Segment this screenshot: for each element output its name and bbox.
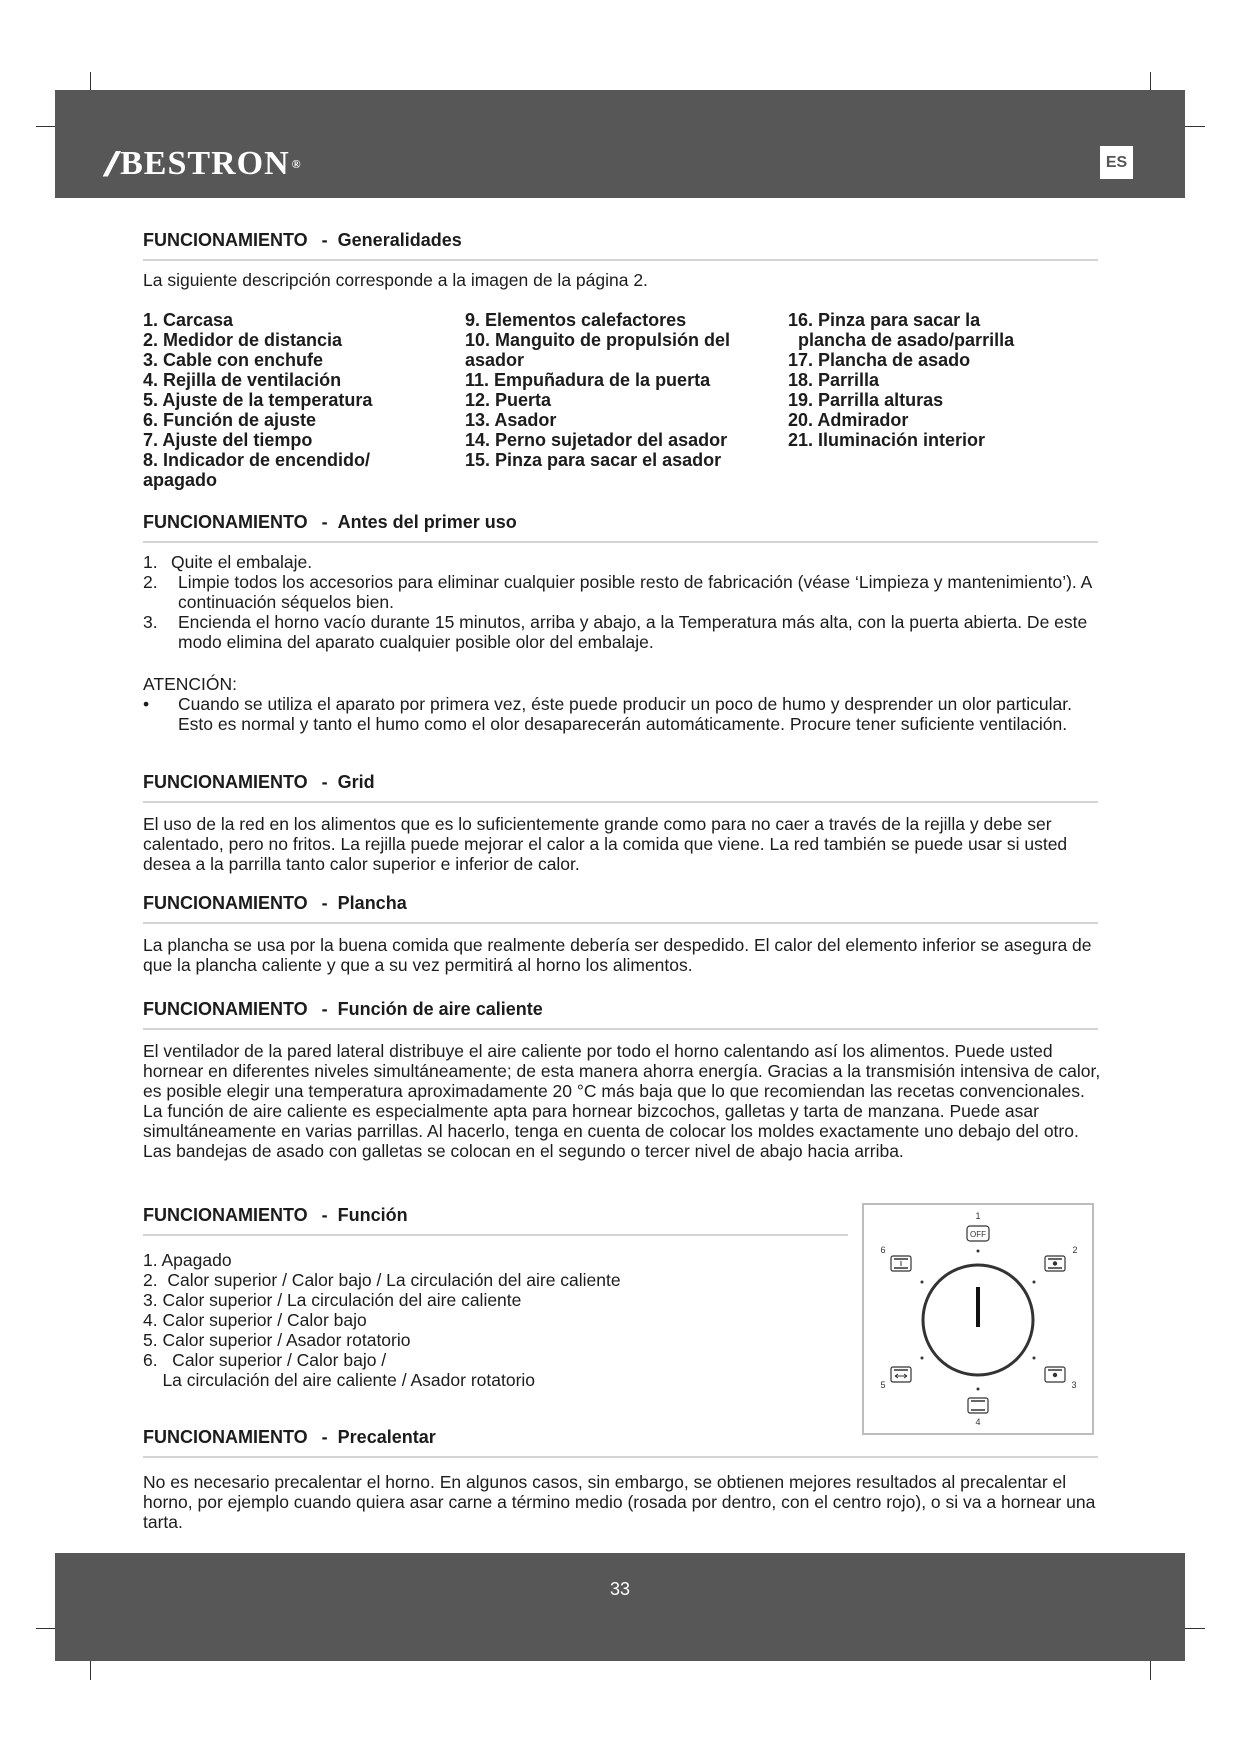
language-badge: ES xyxy=(1100,146,1133,179)
dial-tick xyxy=(921,1281,924,1284)
section-title-separator: - xyxy=(321,512,328,532)
list-item: apagado xyxy=(143,470,218,490)
section-subtitle: Función de aire caliente xyxy=(337,999,543,1019)
plancha-text: La plancha se usa por la buena comida que realmente debería ser despedido. El calor del elemento inferior se asegura de que la plancha caliente y que a su vez permitirá al horno los alimentos. xyxy=(143,935,1092,975)
list-item: 12. Puerta xyxy=(465,390,552,410)
section-title-separator: - xyxy=(321,1205,328,1225)
list-item: 11. Empuñadura de la puerta xyxy=(465,370,711,390)
position-label-3: 3 xyxy=(1071,1380,1077,1390)
dial-tick xyxy=(977,1250,980,1253)
parts-column-1 xyxy=(143,310,372,490)
position-label-6: 6 xyxy=(880,1245,886,1255)
generalidades-intro: La siguiente descripción corresponde a la imagen de la página 2. xyxy=(143,270,648,290)
list-item: 15. Pinza para sacar el asador xyxy=(465,450,722,470)
function-dial-svg xyxy=(864,1205,1092,1433)
antes-steps xyxy=(143,552,1103,652)
list-item xyxy=(143,552,1103,572)
section-subtitle: Plancha xyxy=(337,893,407,913)
function-dial-figure xyxy=(862,1203,1094,1435)
section-subtitle: Antes del primer uso xyxy=(337,512,517,532)
list-item: 21. Iluminación interior xyxy=(788,430,986,450)
list-item: 3. Calor superior / La circulación del aire caliente xyxy=(143,1290,522,1310)
section-subtitle: Grid xyxy=(337,772,375,792)
list-item: 10. Manguito de propulsión del xyxy=(465,330,731,350)
list-item: 4. Calor superior / Calor bajo xyxy=(143,1310,367,1330)
page-header xyxy=(55,90,1185,198)
dial-tick xyxy=(1033,1281,1036,1284)
section-subtitle: Precalentar xyxy=(337,1427,436,1447)
section-title-plancha xyxy=(143,893,1098,924)
section-title-separator: - xyxy=(321,999,328,1019)
section-title-main: FUNCIONAMIENTO xyxy=(143,999,308,1019)
list-item: 13. Asador xyxy=(465,410,557,430)
step-number: 3. xyxy=(143,612,158,632)
position-label-1: 1 xyxy=(975,1211,981,1221)
aire-text: El ventilador de la pared lateral distribuye el aire caliente por todo el horno calentando así los alimentos. Puede usted hornear en diferentes niveles simultáneamente; de esta manera ahorra energía. Gracias a la transmisión intensiva de calor, es posible elegir una temperatura aproximadamente 20 °C más baja que lo que recomiendan las recetas convencionales. La función de aire caliente es especialmente apta para hornear bizcochos, galletas y tarta de manzana. Puede asar simultáneamente en varias parrillas. Al hacerlo, tenga en cuenta de colocar los moldes exactamente uno debajo del otro. Las bandejas de asado con galletas se colocan en el segundo o tercer nivel de abajo hacia arriba. xyxy=(143,1041,1101,1161)
section-title-grid xyxy=(143,772,1098,803)
list-item: 16. Pinza para sacar la xyxy=(788,310,981,330)
brand-name: BESTRON xyxy=(120,145,290,182)
list-item: 14. Perno sujetador del asador xyxy=(465,430,728,450)
list-item: 5. Calor superior / Asador rotatorio xyxy=(143,1330,411,1350)
section-title-main: FUNCIONAMIENTO xyxy=(143,1205,308,1225)
position-label-4: 4 xyxy=(975,1417,981,1427)
section-title-generalidades xyxy=(143,230,1098,261)
list-item: asador xyxy=(465,350,525,370)
list-item: 6. Función de ajuste xyxy=(143,410,317,430)
section-title-separator: - xyxy=(321,772,328,792)
dial-tick xyxy=(921,1357,924,1360)
section-title-main: FUNCIONAMIENTO xyxy=(143,512,308,532)
list-item: 3. Cable con enchufe xyxy=(143,350,324,370)
attention-note xyxy=(143,694,1103,734)
section-title-main: FUNCIONAMIENTO xyxy=(143,230,308,250)
attention-text: Cuando se utiliza el aparato por primera vez, éste puede producir un poco de humo y desprender un olor particular. Esto es normal y tanto el humo como el olor desaparecerán automáticamente. Procure tener suficiente ventilación. xyxy=(178,694,1073,734)
list-item: 7. Ajuste del tiempo xyxy=(143,430,313,450)
list-item: 5. Ajuste de la temperatura xyxy=(143,390,373,410)
section-title-main: FUNCIONAMIENTO xyxy=(143,772,308,792)
section-title-main: FUNCIONAMIENTO xyxy=(143,1427,308,1447)
dial-tick xyxy=(977,1388,980,1391)
step-number: 1. xyxy=(143,552,158,572)
list-item: 2. Calor superior / Calor bajo / La circulación del aire caliente xyxy=(143,1270,621,1290)
section-title-separator: - xyxy=(321,230,328,250)
list-item: 6. Calor superior / Calor bajo / xyxy=(143,1350,387,1370)
section-title-separator: - xyxy=(321,1427,328,1447)
list-item: La circulación del aire caliente / Asador rotatorio xyxy=(143,1370,536,1390)
list-item xyxy=(143,612,1103,652)
list-item: 8. Indicador de encendido/ xyxy=(143,450,371,470)
list-item: 2. Medidor de distancia xyxy=(143,330,343,350)
logo-chevron-icon: // xyxy=(105,143,111,185)
precalentar-text: No es necesario precalentar el horno. En algunos casos, sin embargo, se obtienen mejores resultados al precalentar el horno, por ejemplo cuando quiera asar carne a término medio (rosada por dentro, con el centro rojo), o si va a hornear una tarta. xyxy=(143,1472,1096,1532)
list-item: 18. Parrilla xyxy=(788,370,880,390)
funcion-list xyxy=(143,1250,843,1390)
list-item: 1. Apagado xyxy=(143,1250,232,1270)
bullet-icon: • xyxy=(143,694,150,714)
position-label-5: 5 xyxy=(880,1380,886,1390)
parts-column-2 xyxy=(465,310,730,470)
list-item: plancha de asado/parrilla xyxy=(788,330,1015,350)
section-title-separator: - xyxy=(321,893,328,913)
section-subtitle: Función xyxy=(337,1205,408,1225)
step-text: Encienda el horno vacío durante 15 minutos, arriba y abajo, a la Temperatura más alta, con la puerta abierta. De este modo elimina del aparato cualquier posible olor del embalaje. xyxy=(178,612,1088,652)
position-label-2: 2 xyxy=(1072,1245,1078,1255)
list-item: 9. Elementos calefactores xyxy=(465,310,687,330)
trademark-symbol: ® xyxy=(291,156,302,171)
section-title-antes xyxy=(143,512,1098,543)
list-item: 4. Rejilla de ventilación xyxy=(143,370,342,390)
icon-fan xyxy=(1053,1373,1057,1377)
list-item: 1. Carcasa xyxy=(143,310,234,330)
step-text: Limpie todos los accesorios para eliminar cualquier posible resto de fabricación (véase ‘Limpieza y mantenimiento’). A continuación séquelos bien. xyxy=(178,572,1092,612)
list-item xyxy=(143,572,1103,612)
list-item: 17. Plancha de asado xyxy=(788,350,971,370)
brand-logo xyxy=(105,142,302,186)
list-item: 20. Admirador xyxy=(788,410,909,430)
section-title-aire xyxy=(143,999,1098,1030)
step-text: Quite el embalaje. xyxy=(171,552,313,572)
icon-fan xyxy=(1053,1261,1057,1265)
attention-label: ATENCIÓN: xyxy=(143,674,237,694)
page-number: 33 xyxy=(609,1579,631,1599)
grid-text: El uso de la red en los alimentos que es lo suficientemente grande como para no caer a través de la rejilla y debe ser calentado, pero no fritos. La rejilla puede mejorar el calor a la comida que viene. La red también se puede usar si usted desea a la parrilla tanto calor superior e inferior de calor. xyxy=(143,814,1068,874)
parts-column-3 xyxy=(788,310,1014,450)
list-item: 19. Parrilla alturas xyxy=(788,390,944,410)
section-title-main: FUNCIONAMIENTO xyxy=(143,893,308,913)
off-label: OFF xyxy=(970,1230,986,1239)
page-footer xyxy=(55,1553,1185,1661)
section-subtitle: Generalidades xyxy=(337,230,462,250)
section-title-funcion xyxy=(143,1205,848,1236)
dial-tick xyxy=(1033,1357,1036,1360)
step-number: 2. xyxy=(143,572,158,592)
